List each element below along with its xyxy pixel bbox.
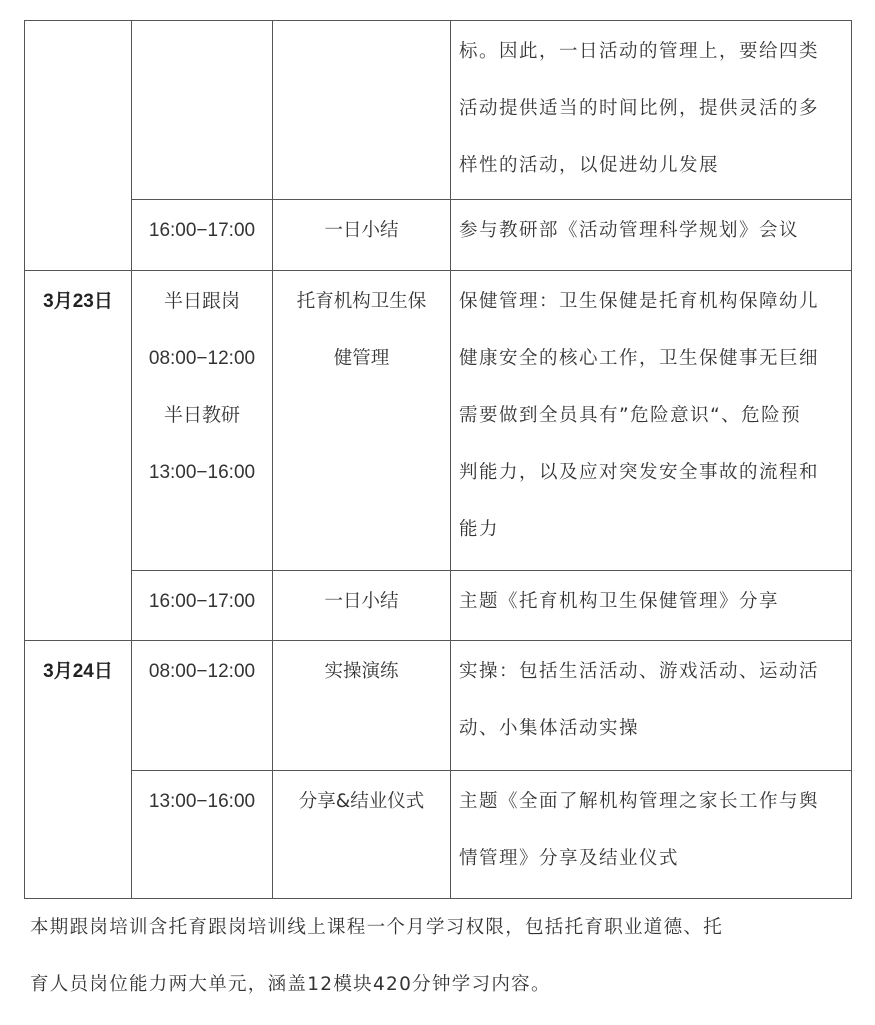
- time-cell: 16:00−17:00: [132, 200, 273, 271]
- topic-cell: 实操演练: [273, 641, 451, 771]
- time-cell: [132, 21, 273, 200]
- table-row: [25, 771, 852, 899]
- content-line: 能力: [459, 519, 500, 540]
- content-cell: [451, 771, 852, 899]
- content-line: 需要做到全员具有”危险意识“、危险预: [459, 405, 802, 426]
- time-cell: 08:00−12:00: [132, 641, 273, 771]
- content-line: 判能力，以及应对突发安全事故的流程和: [459, 462, 820, 483]
- date-cell: 3月23日: [25, 271, 132, 641]
- time-line: 半日跟岗: [163, 291, 240, 312]
- time-line: 半日教研: [163, 405, 240, 426]
- content-line: 情管理》分享及结业仪式: [459, 848, 680, 869]
- content-cell: [451, 21, 852, 200]
- topic-cell: 一日小结: [273, 571, 451, 641]
- content-cell: [451, 271, 852, 571]
- table-row: [25, 271, 852, 571]
- topic-cell: [273, 21, 451, 200]
- date-cell: 3月24日: [25, 641, 132, 899]
- footer-note-line: 育人员岗位能力两大单元，涵盖12模块420分钟学习内容。: [30, 974, 551, 995]
- content-cell: 主题《托育机构卫生保健管理》分享: [451, 571, 852, 641]
- time-cell: 13:00−16:00: [132, 771, 273, 899]
- content-line: 保健管理：卫生保健是托育机构保障幼儿: [459, 291, 820, 312]
- footer-note-line: 本期跟岗培训含托育跟岗培训线上课程一个月学习权限，包括托育职业道德、托: [30, 917, 724, 938]
- table-row: [25, 571, 852, 641]
- topic-cell: 一日小结: [273, 200, 451, 271]
- topic-line: 托育机构卫生保: [296, 291, 427, 312]
- content-line: 活动提供适当的时间比例，提供灵活的多: [459, 98, 820, 119]
- content-line: 样性的活动，以促进幼儿发展: [459, 155, 720, 176]
- content-line: 标。因此，一日活动的管理上，要给四类: [459, 41, 820, 62]
- content-cell: [451, 641, 852, 771]
- time-cell: [132, 271, 273, 571]
- topic-line: 健管理: [333, 348, 390, 369]
- table-row: [25, 641, 852, 771]
- schedule-table: [24, 20, 852, 899]
- topic-cell: [273, 271, 451, 571]
- topic-cell: 分享&结业仪式: [273, 771, 451, 899]
- time-line: 13:00−16:00: [148, 462, 256, 483]
- content-line: 健康安全的核心工作，卫生保健事无巨细: [459, 348, 820, 369]
- table-row: [25, 21, 852, 200]
- content-cell: 参与教研部《活动管理科学规划》会议: [451, 200, 852, 271]
- time-cell: 16:00−17:00: [132, 571, 273, 641]
- time-line: 08:00−12:00: [148, 348, 256, 369]
- content-line: 主题《全面了解机构管理之家长工作与舆: [459, 791, 820, 812]
- content-line: 动、小集体活动实操: [459, 718, 640, 739]
- content-line: 实操：包括生活活动、游戏活动、运动活: [459, 661, 820, 682]
- table-row: [25, 200, 852, 271]
- date-cell: [25, 21, 132, 271]
